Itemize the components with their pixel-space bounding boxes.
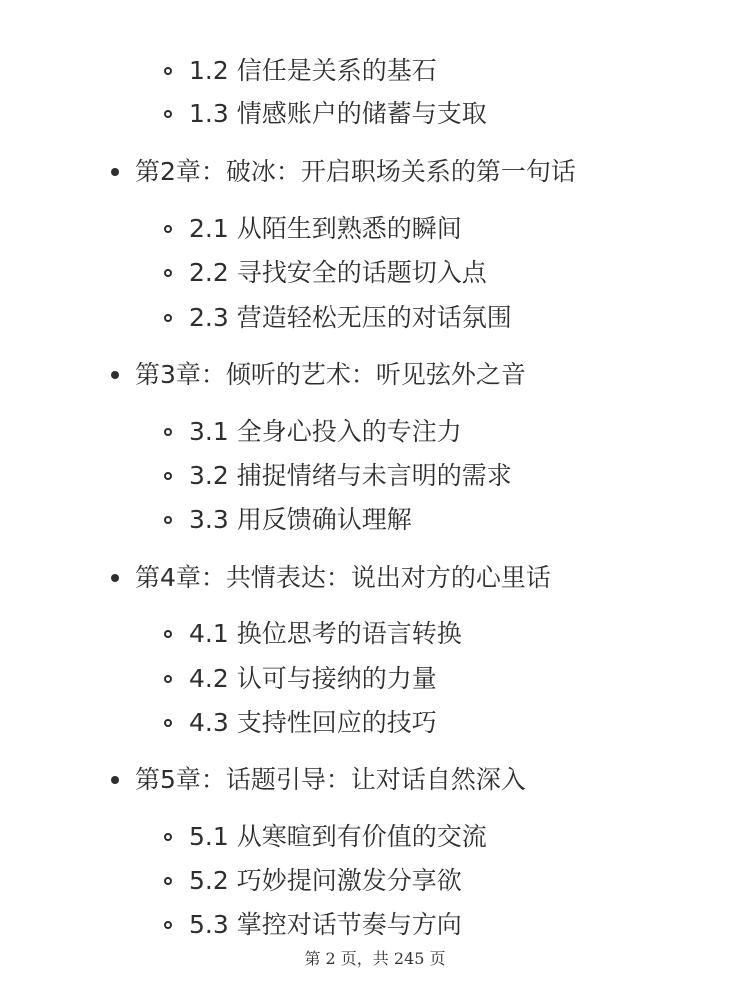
sub-bullet-icon <box>164 833 172 841</box>
sub-bullet-icon <box>164 314 172 322</box>
page-number: 第 2 页，共 245 页 <box>304 949 446 968</box>
toc-subsection-item[interactable]: 3.1 全身心投入的专注力 <box>189 417 462 446</box>
toc-subsection-item[interactable]: 5.1 从寒暄到有价值的交流 <box>189 822 487 851</box>
sub-bullet-icon <box>164 428 172 436</box>
sub-bullet-icon <box>164 67 172 75</box>
chapter-bullet-icon <box>111 371 119 379</box>
sub-bullet-icon <box>164 472 172 480</box>
toc-subsection-item[interactable]: 5.3 掌控对话节奏与方向 <box>189 910 462 939</box>
toc-subsection-item[interactable]: 2.2 寻找安全的话题切入点 <box>189 258 487 287</box>
toc-subsection-item[interactable]: 5.2 巧妙提问激发分享欲 <box>189 866 462 895</box>
toc-subsection-item[interactable]: 4.3 支持性回应的技巧 <box>189 708 437 737</box>
chapter-bullet-icon <box>111 574 119 582</box>
toc-subsection-item[interactable]: 4.1 换位思考的语言转换 <box>189 619 462 648</box>
toc-subsection-item[interactable]: 2.3 营造轻松无压的对话氛围 <box>189 303 512 332</box>
sub-bullet-icon <box>164 225 172 233</box>
chapter-bullet-icon <box>111 776 119 784</box>
sub-bullet-icon <box>164 516 172 524</box>
sub-bullet-icon <box>164 719 172 727</box>
chapter-bullet-icon <box>111 168 119 176</box>
toc-chapter-item[interactable]: 第2章：破冰：开启职场关系的第一句话 <box>135 157 576 186</box>
toc-subsection-item[interactable]: 1.3 情感账户的储蓄与支取 <box>189 99 487 128</box>
toc-chapter-item[interactable]: 第4章：共情表达：说出对方的心里话 <box>135 563 551 592</box>
sub-bullet-icon <box>164 269 172 277</box>
toc-subsection-item[interactable]: 4.2 认可与接纳的力量 <box>189 664 437 693</box>
toc-subsection-item[interactable]: 1.2 信任是关系的基石 <box>189 56 437 85</box>
toc-chapter-item[interactable]: 第5章：话题引导：让对话自然深入 <box>135 765 526 794</box>
sub-bullet-icon <box>164 110 172 118</box>
sub-bullet-icon <box>164 630 172 638</box>
toc-subsection-item[interactable]: 3.2 捕捉情绪与未言明的需求 <box>189 461 512 490</box>
toc-chapter-item[interactable]: 第3章：倾听的艺术：听见弦外之音 <box>135 360 526 389</box>
sub-bullet-icon <box>164 675 172 683</box>
sub-bullet-icon <box>164 877 172 885</box>
toc-subsection-item[interactable]: 2.1 从陌生到熟悉的瞬间 <box>189 214 462 243</box>
sub-bullet-icon <box>164 921 172 929</box>
toc-subsection-item[interactable]: 3.3 用反馈确认理解 <box>189 505 412 534</box>
